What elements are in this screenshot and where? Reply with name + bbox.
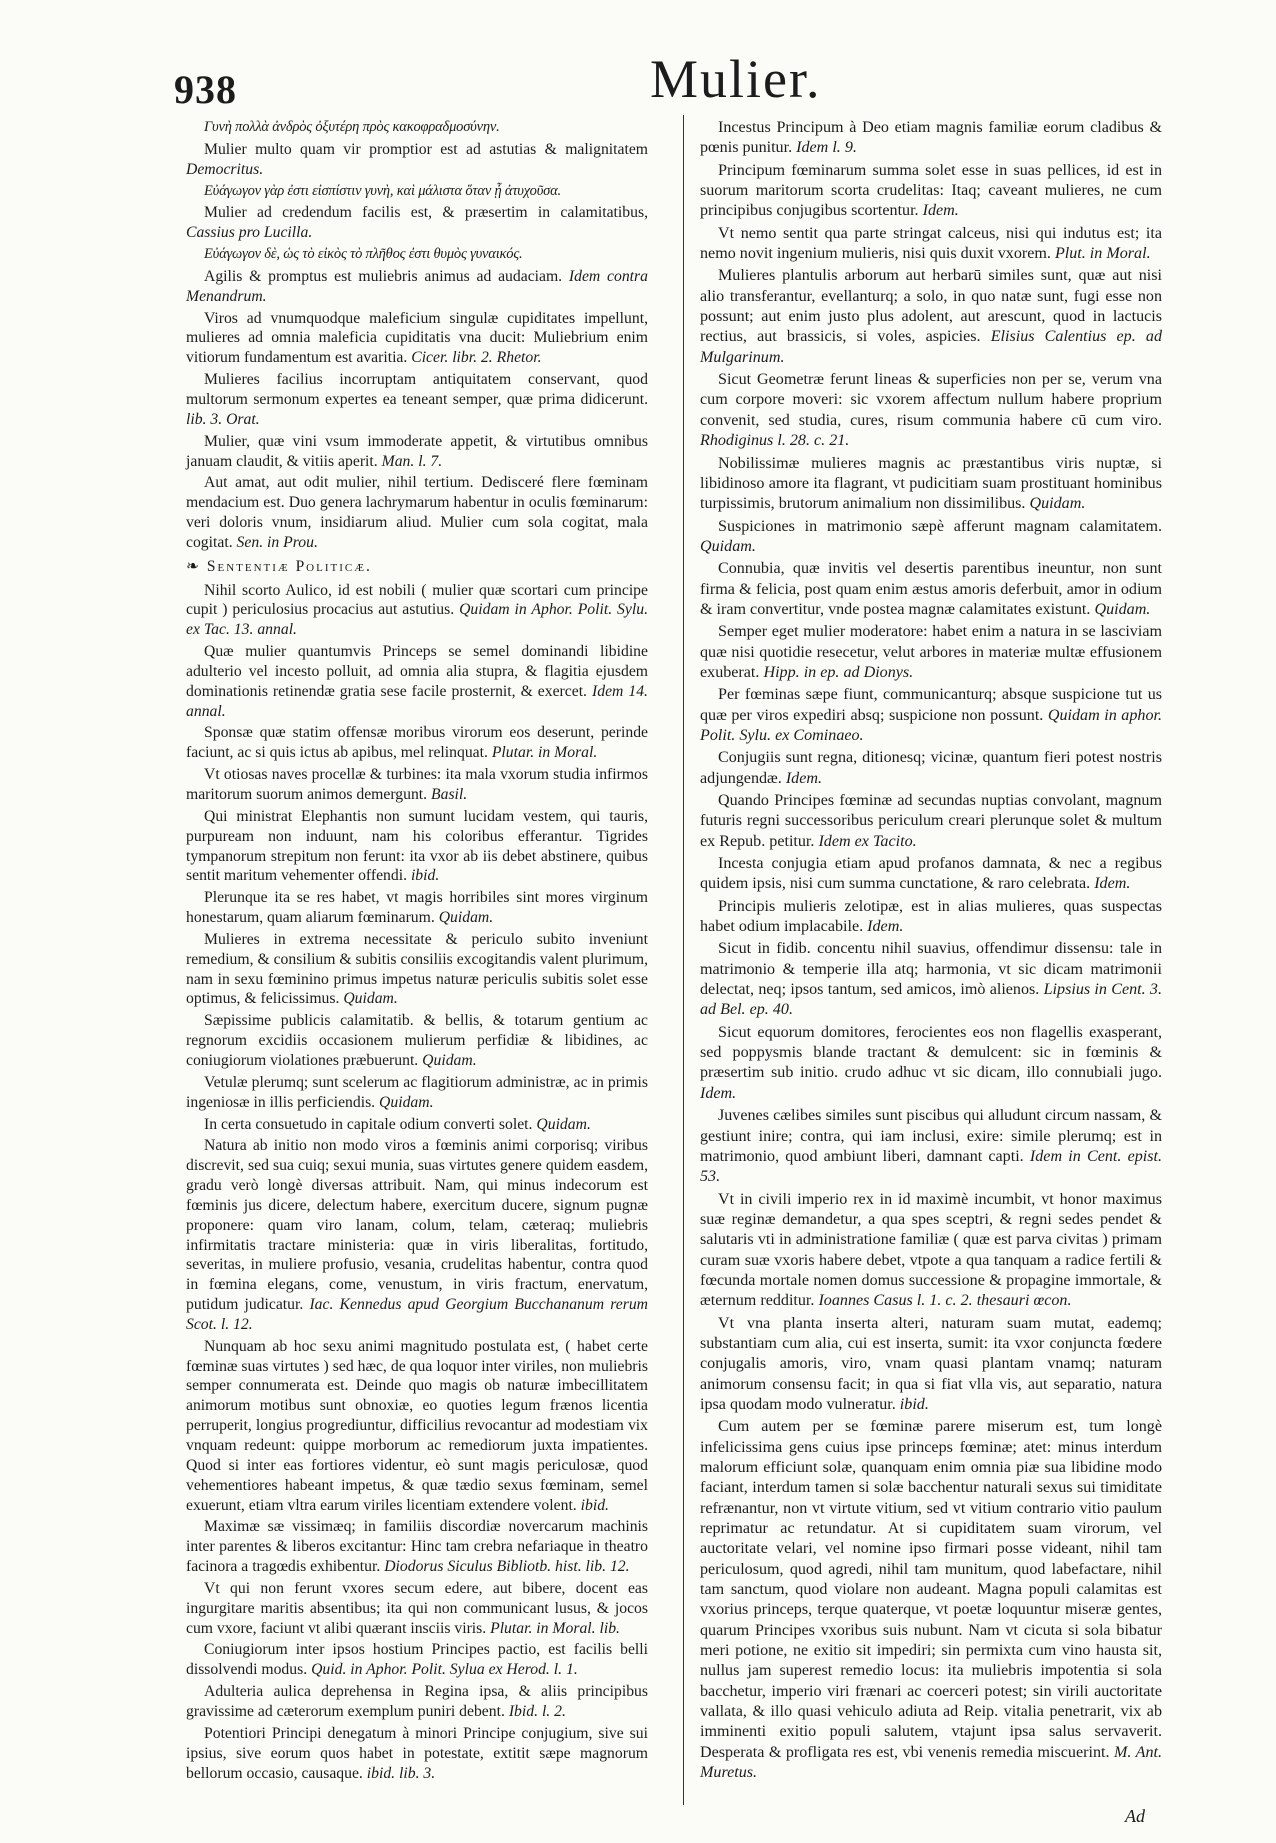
paragraph	[186, 473, 648, 552]
source-citation: Quidam.	[1029, 495, 1086, 513]
paragraph	[186, 1724, 648, 1784]
paragraph-text: Qui ministrat Elephantis non sumunt lucidam vestem, qui tauris, purpuream non induunt, nam his coloribus efferantur. Tigrides tympanorum strepitum non ferunt: ita vxor ab iis debet abstinere, quibus sentit maritum vehementer offendi.	[186, 807, 648, 885]
paragraph-text: Sponsæ quæ statim offensæ moribus virorum eos deserunt, perinde faciunt, ac si quis ictus ab apibus, mel relinquat.	[186, 724, 648, 762]
paragraph-text: Vt otiosas naves procellæ & turbines: ita mala vxorum studia infirmos maritorum suorum animos demergunt.	[186, 766, 648, 803]
source-citation: Idem in Cent. epist. 53.	[700, 1147, 1162, 1186]
paragraph-text: Quando Principes fœminæ ad secundas nuptias convolant, magnum futuris regni successoribus periculum creari plerunque solet & multum ex Repub. petitur.	[700, 792, 1162, 850]
paragraph-text: Aut amat, aut odit mulier, nihil tertium. Dedisceré flere fœminam mendacium est. Duo genera lachrymarum habentur in oculis fœminarum: veri doloris vnum, insidiarum aliud. Mulier cum sola cogitat, mala cogitat.	[186, 474, 648, 551]
paragraph	[700, 559, 1162, 620]
source-citation: Idem.	[1094, 875, 1131, 893]
source-citation: Diodorus Siculus Bibliotb. hist. lib. 12.	[384, 1558, 630, 1576]
section-heading: ❧ Sententiæ Politicæ.	[186, 557, 372, 575]
paragraph-text: Plerunque ita se res habet, vt magis horribiles sint mores virginum honestarum, quam aliarum fœminarum.	[186, 889, 648, 927]
paragraph	[186, 1136, 648, 1334]
paragraph	[700, 685, 1162, 746]
paragraph-text: In certa consuetudo in capitale odium converti solet.	[204, 1115, 537, 1133]
source-citation: Quidam.	[700, 537, 756, 555]
source-citation: Quidam.	[379, 1093, 434, 1111]
paragraph-text: Sicut in fidib. concentu nihil suavius, offendimur dissensu: tale in matrimonio & temperie illa atq; harmonia, vt sic dicam matrimonii delectat, neq; ipsos tantum, sed amicos, imò alienos.	[700, 940, 1162, 999]
source-citation: Iac. Kennedus apud Georgium Bucchananum rerum Scot. l. 12.	[186, 1296, 648, 1333]
paragraph-text: Conjugiis sunt regna, ditionesq; vicinæ, quantum fieri potest nostris adjungendæ.	[700, 749, 1162, 787]
source-citation: ibid.	[899, 1395, 929, 1413]
paragraph	[700, 517, 1162, 558]
paragraph-text: Incesta conjugia etiam apud profanos damnata, & nec a regibus quidem ipsis, nisi cum summa cunctatione, & raro celebrata.	[700, 855, 1162, 893]
paragraph-text: Quæ mulier quantumvis Princeps se semel dominandi libidine adulterio vel incesto polluit, ad omnia alia stupra, & flagitia ejusdem dominationis retinendæ gratia sese facile prosternit, & exercet.	[186, 643, 648, 700]
source-citation: Ioannes Casus l. 1. c. 2. thesauri œcon.	[818, 1292, 1072, 1310]
greek-quotation	[186, 118, 648, 138]
left-column	[186, 118, 648, 1785]
source-citation: Ibid. l. 2.	[508, 1702, 566, 1720]
source-citation: Plutar. in Moral. lib.	[490, 1619, 620, 1637]
paragraph	[186, 140, 648, 180]
paragraph	[186, 1640, 648, 1680]
paragraph-text: Coniugiorum inter ipsos hostium Principes pactio, est facilis belli dissolvendi modus.	[186, 1641, 648, 1679]
paragraph	[186, 765, 648, 805]
greek-quotation	[186, 245, 648, 265]
paragraph	[700, 1417, 1162, 1783]
source-citation: Idem contra Menandrum.	[186, 267, 648, 305]
greek-quotation	[186, 182, 648, 202]
source-citation: Quidam.	[422, 1051, 477, 1069]
source-citation: Quidam.	[438, 909, 494, 927]
paragraph-text: Nunquam ab hoc sexu animi magnitudo postulata est, ( habet certe fœminæ suas virtutes ) sed hæc, de qua loquor inter viriles, non muliebris semper connumerata est. Deinde quo magis ob naturæ imbecillitatem animorum motibus sunt obnoxiæ, eo quoties legum frænos licentia perruperit, longius progrediuntur, difficilius revocantur ad modestiam vix vnquam redeunt: quippe morborum ac remediorum juxta impatientes. Quod si inter eas fortiores videntur, eò sunt magis periculosæ, quod vehementiores habeant impetus, & quæ tædio sexus fœminam, semel exuerunt, etiam vltra earum viriles licentiam extendere volent.	[186, 1337, 648, 1514]
paragraph-text: Vt nemo sentit qua parte stringat calceus, nisi qui indutus est; ita nemo novit ingenium mulieris, nisi quis duxit vxorem.	[700, 224, 1162, 263]
source-citation: Quidam.	[1094, 600, 1151, 618]
paragraph	[700, 622, 1162, 683]
paragraph-text: Εὐάγωγον γὰρ ἐστι εἰσπίστιν γυνὴ, καὶ μάλιστα ὅταν ᾖ ἀτυχοῦσα.	[204, 182, 561, 199]
paragraph-text: Vt qui non ferunt vxores secum edere, aut bibere, docent eas ingurgitare maritis absentibus; ita qui non communicant lusus, & jocos cum vxore, faciunt vt alibi quærant insciis viris.	[186, 1579, 648, 1637]
paragraph-text: Vt in civili imperio rex in id maximè incumbit, vt honor maximus suæ reginæ demandetur, a qua spes sceptri, & regni sedes pendet & salutaris vti in administratione familiæ ( quæ est parva civitas ) primam curam suæ vxoris habere debet, vtpote a qua tanquam a radice fertili & fœcunda mortale nomen domus successione & propagine immortale, & æternum redditur.	[700, 1190, 1162, 1310]
source-citation: ibid.	[580, 1496, 609, 1514]
paragraph	[186, 888, 648, 928]
source-citation: Plut. in Moral.	[1054, 245, 1151, 263]
paragraph-text: Sæpissime publicis calamitatib. & bellis, & totarum gentium ac regnorum excidiis occasionem mulierum perfidiæ & libidines, ac coniugiorum violationes præbuerunt.	[186, 1012, 648, 1069]
right-column	[700, 118, 1162, 1786]
paragraph-text: Semper eget mulier moderatore: habet enim a natura in se lasciviam quæ nisi quotidie resecetur, velut arbores in materiæ multæ effusionem exuberat.	[700, 623, 1162, 681]
paragraph-text: Mulier ad credendum facilis est, & præsertim in calamitatibus,	[204, 204, 648, 222]
paragraph-text: Natura ab initio non modo viros a fœminis animi corporisq; viribus discrevit, sed sua cuiq; sexui munia, suas virtutes genere quidem easdem, gradu verò longè diversas attribuit. Nam, qui minus indecorum est fœminis jus dicere, delectum habere, exercitum ducere, signum pugnæ proponere: quam viro lanam, colum, telam, cæteraq; muliebris infirmitatis tractare ministeria: quæ in viris liberalitas, fortitudo, severitas, in muliere profusio, vesania, crudelitas habentur, contra quod in fœmina elegans, come, venustum, in viris fractum, enervatum, putidum judicatur.	[186, 1137, 648, 1314]
paragraph	[700, 791, 1162, 852]
paragraph-text: Sicut equorum domitores, ferocientes eos non flagellis exasperant, sed poppysmis blande tractant & demulcent: sic in fœminis & præsertim sub initio. crudo adhuc vt sic dicam, illo connubiali jugo.	[700, 1023, 1162, 1082]
paragraph	[186, 432, 648, 472]
paragraph	[186, 203, 648, 243]
paragraph	[186, 581, 648, 641]
paragraph-text: Juvenes cælibes similes sunt piscibus qui alludunt circum nassam, & gestiunt inire; contra, qui iam inclusi, exire: simile plerumq; est in matrimonio, quod ambiunt liberi, damnant capti.	[700, 1107, 1162, 1165]
paragraph	[700, 224, 1162, 265]
source-citation: Cassius pro Lucilla.	[186, 224, 313, 242]
paragraph	[186, 723, 648, 763]
paragraph	[186, 309, 648, 369]
paragraph	[186, 642, 648, 721]
paragraph	[186, 1073, 648, 1113]
source-citation: Idem.	[922, 202, 959, 220]
paragraph-text: Suspiciones in matrimonio sæpè afferunt magnam calamitatem.	[718, 517, 1162, 535]
source-citation: Hipp. in ep. ad Dionys.	[763, 663, 914, 681]
catchword: Ad	[1125, 1806, 1145, 1826]
page-title: Mulier.	[650, 49, 822, 109]
source-citation: M. Ant. Muretus.	[700, 1743, 1162, 1782]
source-citation: Cicer. libr. 2. Rhetor.	[411, 349, 542, 367]
paragraph	[700, 939, 1162, 1020]
paragraph	[700, 370, 1162, 451]
paragraph-text: Connubia, quæ invitis vel desertis parentibus ineuntur, non sunt firma & felicia, post quam enim æstus amoris deferbuit, amor in odium & iram convertitur, vnde postea magnæ calamitates existunt.	[700, 560, 1162, 618]
source-citation: Quidam.	[536, 1115, 591, 1133]
source-citation: Idem l. 9.	[796, 139, 857, 157]
source-citation: Sen. in Prou.	[236, 533, 318, 551]
source-citation: Plutar. in Moral.	[491, 744, 598, 762]
paragraph-text: Maximæ sæ vissimæq; in familiis discordiæ novercarum machinis inter parentes & liberos excitantur: Hinc tam crebra nefariaque in theatro facinora a tragœdis exhibentur.	[186, 1518, 648, 1576]
source-citation: Democritus.	[186, 160, 264, 178]
paragraph-text: Principis mulieris zelotipæ, est in alias mulieres, quas suspectas habet odium implacabile.	[700, 897, 1162, 936]
source-citation: lib. 3. Orat.	[186, 410, 260, 428]
source-citation: Idem 14. annal.	[186, 682, 648, 720]
paragraph	[186, 370, 648, 430]
source-citation: Idem.	[867, 918, 904, 936]
source-citation: Idem.	[700, 1084, 737, 1102]
source-citation: Lipsius in Cent. 3. ad Bel. ep. 40.	[700, 981, 1162, 1019]
paragraph	[186, 930, 648, 1009]
source-citation: ibid.	[410, 867, 440, 885]
paragraph	[700, 897, 1162, 938]
paragraph	[186, 1011, 648, 1071]
paragraph	[186, 1682, 648, 1722]
paragraph-text: Cum autem per se fœminæ parere miserum est, tum longè infelicissima gens cuius ipse princeps fœminæ; atet: minus interdum malorum efficiunt solæ, quanquam enim omnia piæ sua libidine modo faciant, interdum tamen si solæ bacchentur naturali sexus sui timiditate refrænantur, non vt virtute vitium, sed vt vitium contrario vitio paulum reprimatur ac retundatur. At si cupiditatem suam virorum, vel auctoritate velari, vel nomine ipso firmari posse videant, nihil tam periculosum, quod agredi, nihil tam munitum, quod labefactare, nihil tam sanctum, quod violare non audeant. Magna populi calamitas est vxorius princeps, terque quaterque, vt poetæ loquuntur miseræ gentes, quarum Principes vxoribus suis nubunt. Nam vt cicuta si sola bibatur meri potione, ne exitio sit impediri; sin permixta cum vino hausta sit, nullus jam superest remedio locus: ita muliebris impotentia si sola bacchetur, imperio viri frænari ac coerceri potest; sin virili auctoritate vallata, & illo quasi vehiculo adiuta ad Reip. vitalia penetrarit, vix ab imminenti exitio populi salutem, vtajunt ipsa salus servaverit. Desperata & profligata res est, vbi venenis remedia miscuerint.	[700, 1418, 1162, 1761]
source-citation: Quid. in Aphor. Polit. Sylua ex Herod. l. 1.	[311, 1661, 578, 1679]
paragraph-text: Vt vna planta inserta alteri, naturam suam mutat, eademq; substantiam cum alia, cui est inserta, sumit: ita vxor conjuncta fœdere conjugalis amoris, viro, vnam quasi plantam vnamq; naturam animorum consensu facit; in qua si fiat vlla vis, aut separatio, natura ipsa quodam modo vulneratur.	[700, 1314, 1162, 1413]
paragraph	[700, 854, 1162, 895]
paragraph-text: Sicut Geometræ ferunt lineas & superficies non per se, verum vna cum corpore moveri: sic vxorem affectum nullum habere proprium convenit, sed studia, cures, risum communia habere cū cum viro.	[700, 371, 1162, 429]
paragraph	[186, 1115, 648, 1135]
source-citation: Elisius Calentius ep. ad Mulgarinum.	[700, 328, 1163, 366]
paragraph	[700, 118, 1162, 159]
paragraph	[186, 1579, 648, 1639]
source-citation: Quidam in Aphor. Polit. Sylu. ex Tac. 13. annal.	[186, 601, 648, 639]
source-citation: Man. l. 7.	[381, 452, 443, 470]
paragraph-text: Nihil scorto Aulico, id est nobili ( mulier quæ scortari cum principe cupit ) periculosius procacius aut astutius.	[186, 581, 648, 619]
paragraph-text: Adulteria aulica deprehensa in Regina ipsa, & aliis principibus gravissime ad cæterorum exemplum puniri debent.	[186, 1683, 648, 1720]
paragraph	[700, 454, 1162, 515]
paragraph-text: Γυνὴ πολλὰ ἀνδρὸς ὀξυτέρη πρὸς κακοφραδμοσύνην.	[204, 119, 500, 135]
column-rule	[683, 115, 684, 1805]
source-citation: ibid. lib. 3.	[366, 1764, 436, 1782]
source-citation: Basil.	[431, 786, 468, 803]
paragraph-text: Agilis & promptus est muliebris animus ad audaciam.	[204, 267, 569, 285]
paragraph-text: Viros ad vnumquodque maleficium singulæ cupiditates impellunt, mulieres ad omnia maleficia cupiditatis vna ducit: Muliebrium enim vitiorum fundamentum est avaritia.	[186, 309, 648, 367]
paragraph-text: Mulier multo quam vir promptior est ad astutias & malignitatem	[204, 140, 648, 158]
paragraph	[186, 267, 648, 307]
paragraph	[186, 1337, 648, 1516]
paragraph-text: Principum fœminarum summa solet esse in suas pellices, id est in suorum maritorum scorta crudelitas: Itaq; caveant mulieres, ne cum principibus conjugibus scortentur.	[700, 161, 1162, 220]
paragraph	[186, 1517, 648, 1577]
paragraph-text: Εὐάγωγον δὲ, ὡς τὸ εἰκὸς τὸ πλῆθος ἐστι θυμὸς γυναικός.	[204, 246, 523, 263]
paragraph	[700, 266, 1162, 368]
paragraph	[700, 1190, 1162, 1312]
paragraph-text: Potentiori Principi denegatum à minori Principe conjugium, sive sui ipsius, sive eorum quos habet in potestate, extitit sæpe magnorum bellorum occasio, causaque.	[186, 1724, 648, 1782]
paragraph-text: Mulieres facilius incorruptam antiquitatem conservant, quod multorum sermonum expertes ea teneant semper, quæ prima didicerunt.	[186, 371, 648, 408]
source-citation: Idem ex Tacito.	[818, 832, 917, 850]
paragraph	[700, 1106, 1162, 1187]
source-citation: Quidam.	[343, 990, 398, 1008]
paragraph-text: Incestus Principum à Deo etiam magnis familiæ eorum cladibus & pœnis punitur.	[700, 119, 1162, 157]
paragraph	[186, 807, 648, 886]
source-citation: Rhodiginus l. 28. c. 21.	[700, 432, 850, 450]
paragraph-text: Nobilissimæ mulieres magnis ac præstantibus viris nuptæ, si libidinoso amore ita flagrant, vt pudicitiam suam prostituant hominibus turpissimis, brutorum animalium non dissimilibus.	[700, 454, 1162, 513]
paragraph-text: Per fœminas sæpe fiunt, communicanturq; absque suspicione tut us quæ per viros expediri absq; suspicione non possunt.	[700, 686, 1162, 724]
paragraph-text: Mulier, quæ vini vsum immoderate appetit, & virtutibus omnibus januam claudit, & vitiis aperit.	[186, 432, 648, 470]
source-citation: Idem.	[785, 769, 823, 787]
source-citation: Quidam in aphor. Polit. Sylu. ex Cominaeo.	[700, 706, 1162, 744]
paragraph	[700, 1314, 1162, 1416]
paragraph-text: Mulieres plantulis arborum aut herbarū similes sunt, quæ aut nisi alio transferantur, evellanturq; a solo, in quo natæ sunt, fugi esse non possunt; aut enim justo plus adolent, aut arescunt, quod in lactucis rectius, aut brassicis, si voles, aspicies.	[700, 267, 1162, 346]
paragraph-text: Mulieres in extrema necessitate & periculo subito inveniunt remedium, & consilium & subitis consiliis excogitandis valent plurimum, nam in sexu fœminino primus impetus naturæ periculis subitis solet esse optimus, & felicissimus.	[186, 930, 648, 1008]
paragraph	[700, 161, 1162, 222]
paragraph	[700, 748, 1162, 789]
paragraph-text: Vetulæ plerumq; sunt scelerum ac flagitiorum administræ, ac in primis ingeniosæ in illis perficiendis.	[186, 1073, 648, 1111]
page-number: 938	[174, 67, 237, 112]
paragraph	[700, 1023, 1162, 1104]
